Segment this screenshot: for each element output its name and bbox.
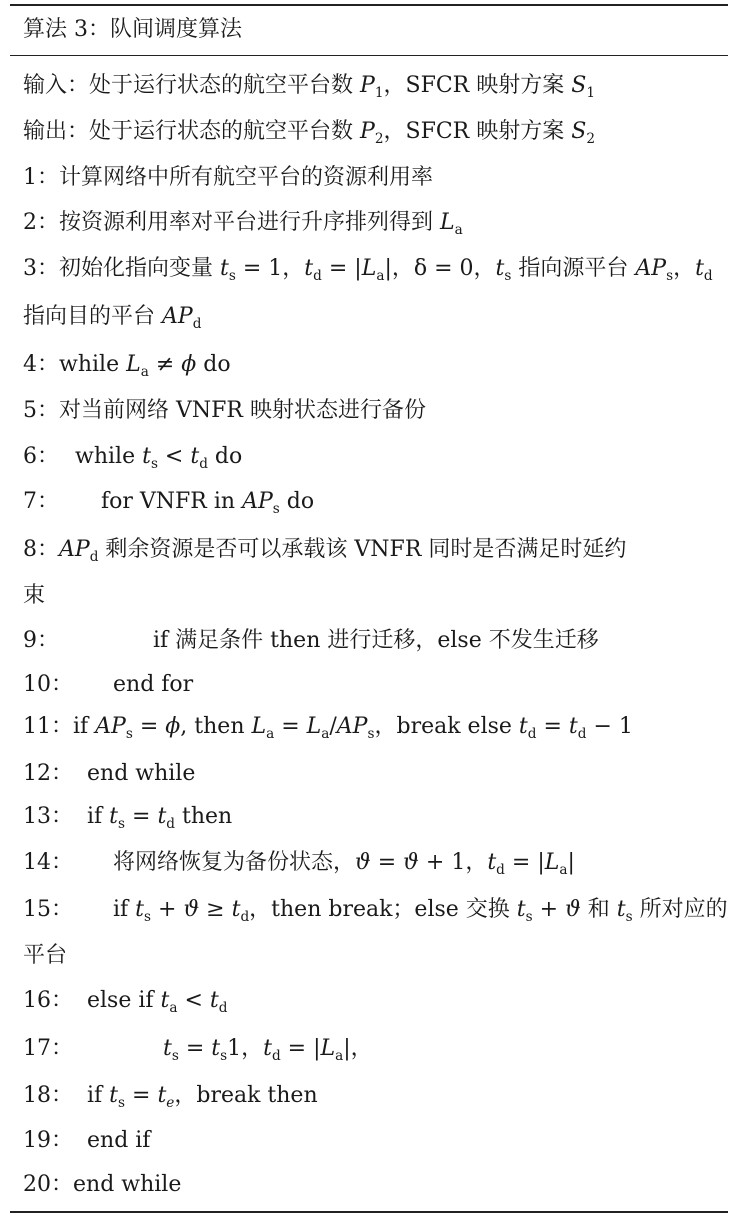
output-line: 输出：处于运行状态的航空平台数 $P_2$，SFCR 映射方案 $S_2$ bbox=[23, 119, 595, 147]
algorithm-line-15: 15： if $t_s + ϑ \ge t_d$，then break；else 交换 $t_s + ϑ$ 和 $t_s$ 所对应的 bbox=[23, 897, 728, 925]
algorithm-line-14: 14： 将网络恢复为备份状态，ϑ = ϑ + 1，$t_d = |L_a|$ bbox=[23, 850, 575, 878]
top-rule bbox=[10, 4, 728, 6]
algorithm-line-2: 2：按资源利用率对平台进行升序排列得到 $L_a$ bbox=[23, 210, 463, 238]
algorithm-line-19: 19： end if bbox=[23, 1128, 151, 1153]
algorithm-line-13: 13： if $t_s = t_d$ then bbox=[23, 804, 233, 832]
algorithm-line-3-cont: 指向目的平台 $AP_d$ bbox=[23, 304, 202, 332]
algorithm-title: 算法 3：队间调度算法 bbox=[23, 17, 242, 42]
input-line: 输入：处于运行状态的航空平台数 $P_1$，SFCR 映射方案 $S_1$ bbox=[23, 73, 595, 101]
algorithm-line-8: 8：$AP_d$ 剩余资源是否可以承载该 VNFR 同时是否满足时延约 bbox=[23, 537, 627, 565]
algorithm-line-11: 11：if $AP_s = \phi$, then $L_a = L_a/AP_s$，break else $t_d = t_d - 1$ bbox=[23, 714, 633, 742]
bottom-rule bbox=[10, 1211, 728, 1213]
algorithm-line-1: 1：计算网络中所有航空平台的资源利用率 bbox=[23, 165, 434, 190]
algorithm-line-5: 5：对当前网络 VNFR 映射状态进行备份 bbox=[23, 398, 426, 423]
algorithm-line-7: 7： for VNFR in $AP_s$ do bbox=[23, 489, 315, 517]
algorithm-line-17: 17： $t_s = t_s1$，$t_d = |L_a|$， bbox=[23, 1036, 373, 1064]
algorithm-line-20: 20：end while bbox=[23, 1172, 182, 1197]
algorithm-line-6: 6： while $t_s < t_d$ do bbox=[23, 444, 243, 472]
algorithm-line-15-cont: 平台 bbox=[23, 943, 68, 968]
algorithm-line-12: 12： end while bbox=[23, 761, 196, 786]
algorithm-line-18: 18： if $t_s = t_e$，break then bbox=[23, 1083, 318, 1111]
algorithm-line-9: 9： if 满足条件 then 进行迁移，else 不发生迁移 bbox=[23, 628, 599, 653]
algorithm-line-8-cont: 束 bbox=[23, 583, 46, 608]
algorithm-line-4: 4：while $L_a \ne \phi$ do bbox=[23, 352, 231, 380]
algorithm-line-16: 16： else if $t_a < t_d$ bbox=[23, 988, 228, 1016]
algorithm-line-3: 3：初始化指向变量 $t_s = 1$，$t_d = |L_a|$，δ = 0，$t_s$ 指向源平台 $AP_s$，$t_d$ bbox=[23, 256, 713, 284]
algorithm-line-10: 10： end for bbox=[23, 672, 194, 697]
header-rule bbox=[10, 55, 728, 56]
